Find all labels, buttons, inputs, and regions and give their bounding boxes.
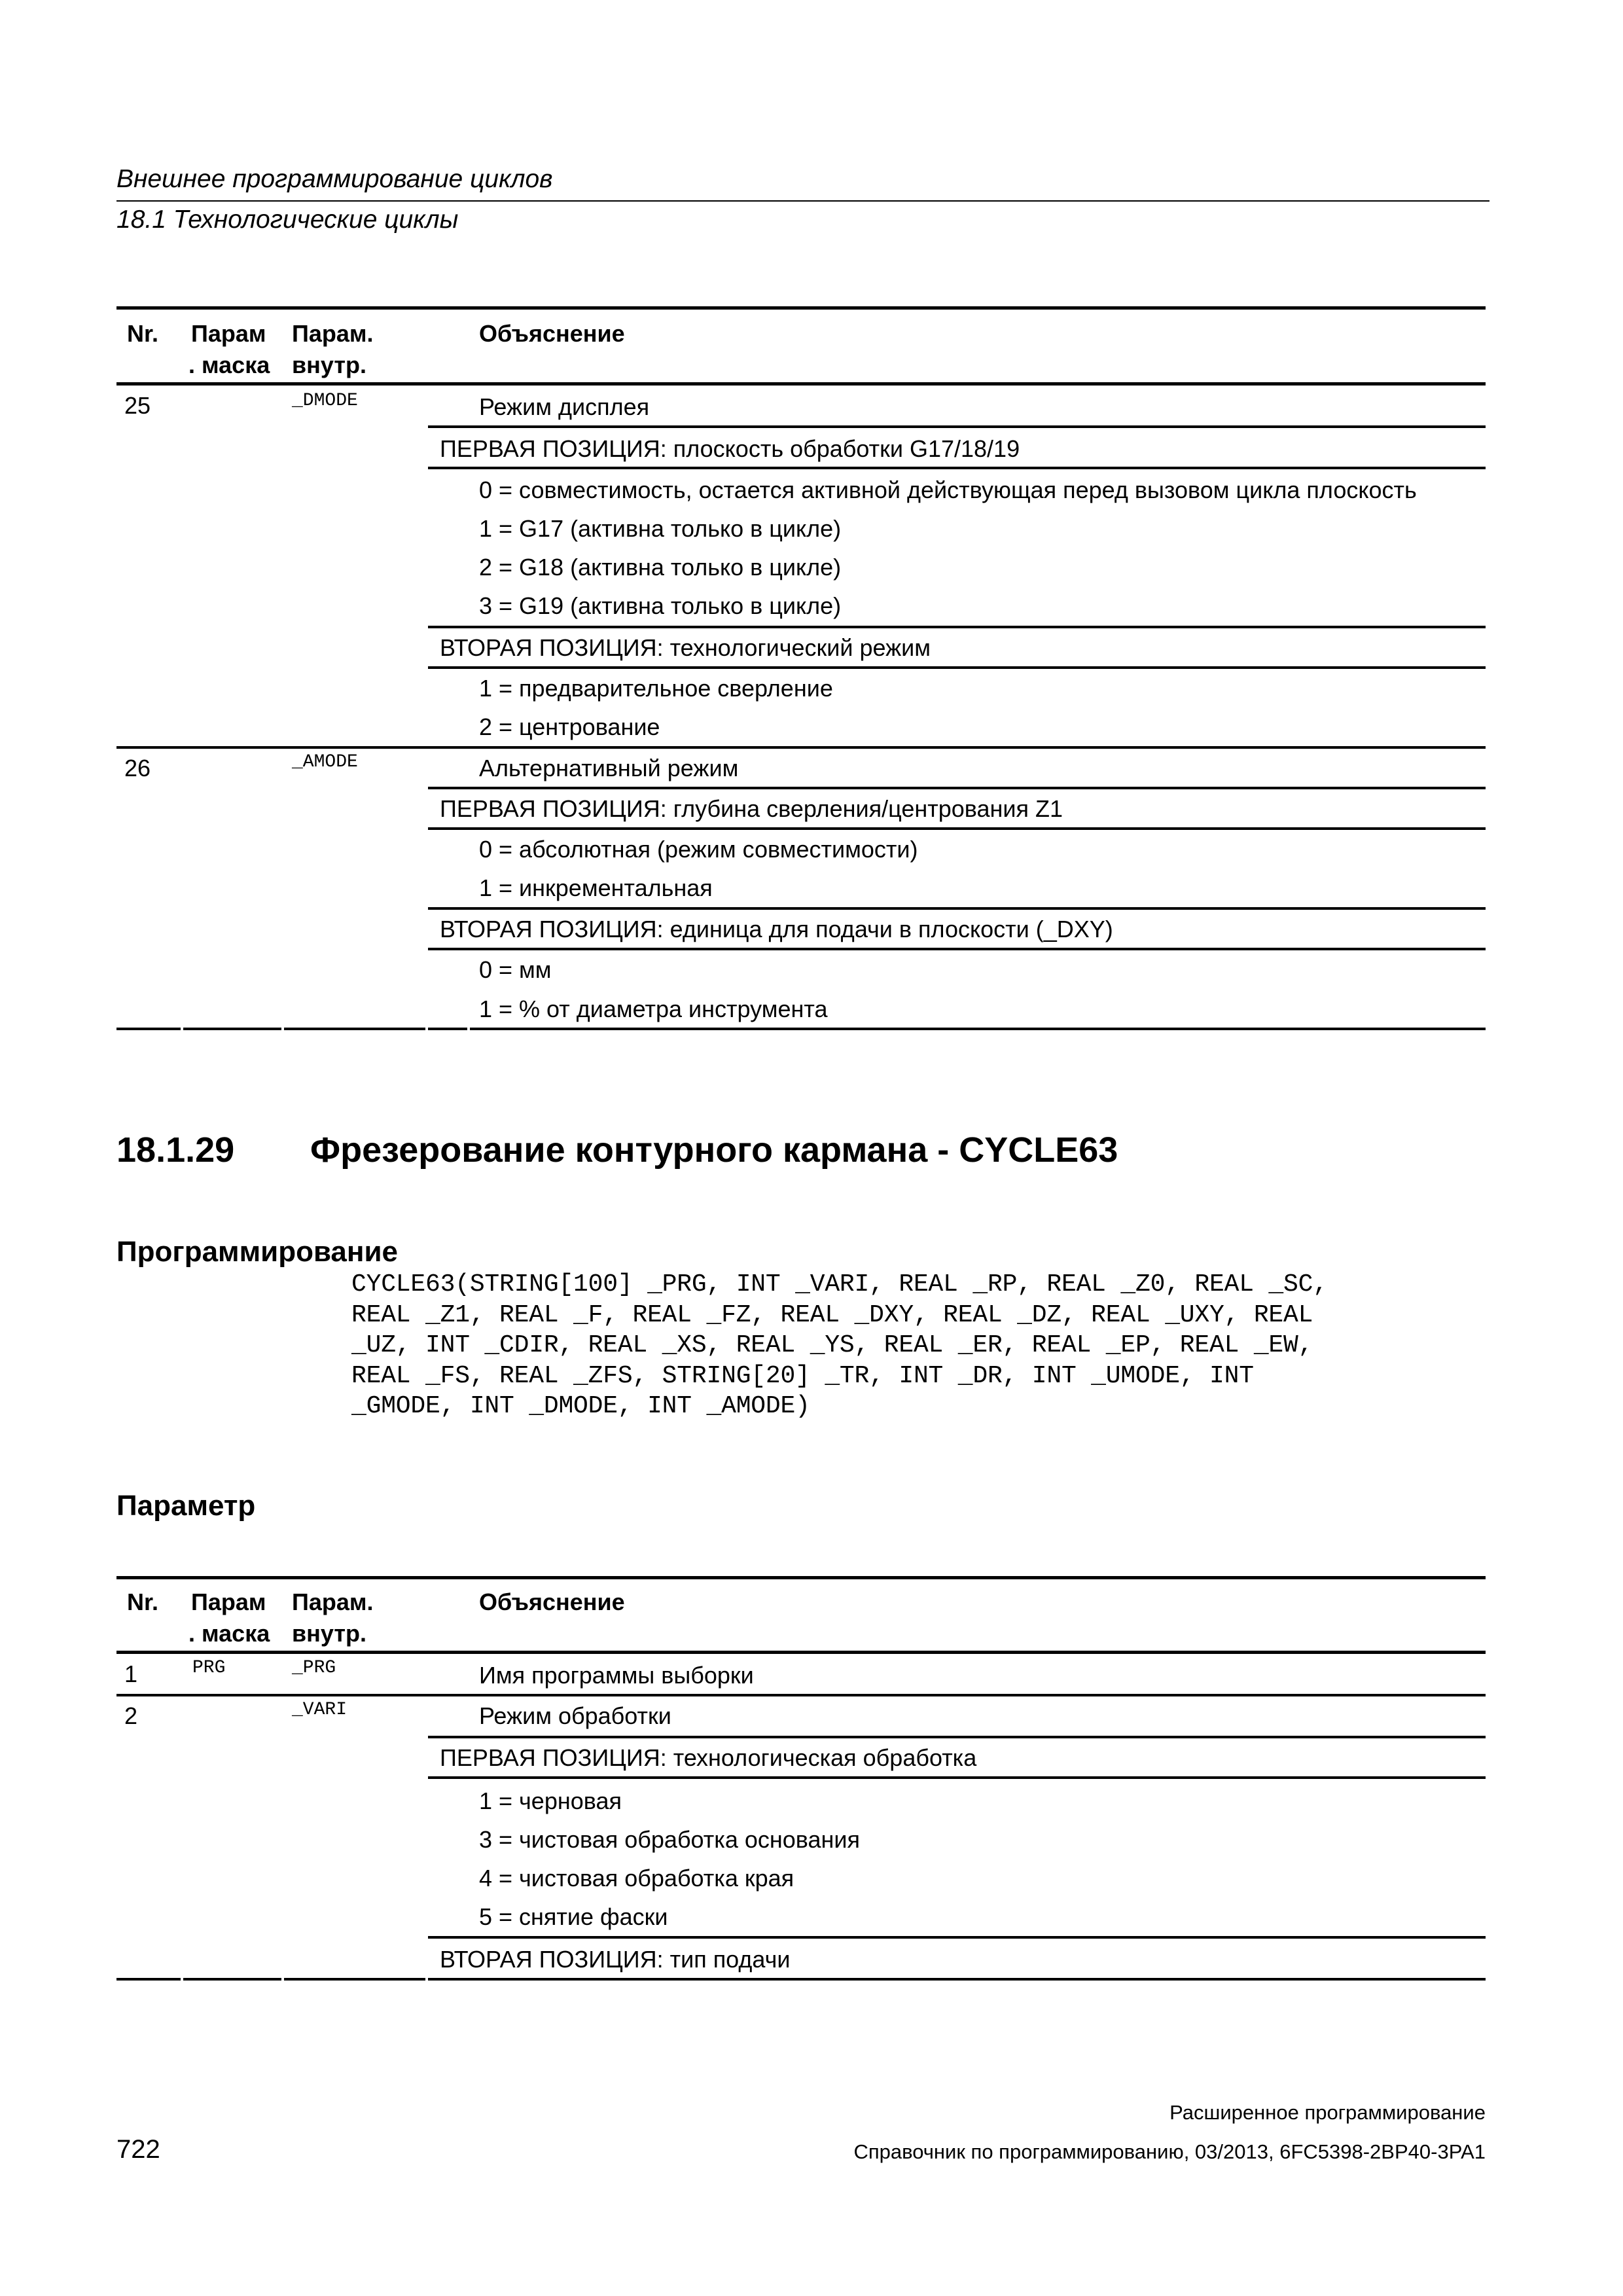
running-header-section: 18.1 Технологические циклы (116, 206, 459, 234)
row-param-internal: _PRG (292, 1658, 336, 1678)
option-item: 1 = черновая (479, 1787, 622, 1814)
table-bottom-rule (284, 1028, 425, 1030)
option-item: 0 = абсолютная (режим совместимости) (479, 836, 918, 863)
row-title: Имя программы выборки (479, 1662, 754, 1689)
parameter-heading: Параметр (116, 1490, 256, 1522)
row-title: Режим обработки (479, 1702, 671, 1729)
row-separator (116, 746, 1486, 749)
option-item: 0 = мм (479, 956, 552, 983)
row-rule (428, 1936, 1486, 1939)
col-header-mask-1: Парам (191, 320, 266, 347)
col-header-int-2: внутр. (292, 351, 366, 378)
first-position-label: ПЕРВАЯ ПОЗИЦИЯ: технологическая обработка (440, 1744, 977, 1771)
code-line: _GMODE, INT _DMODE, INT _AMODE) (351, 1392, 810, 1420)
option-item: 3 = G19 (активна только в цикле) (479, 592, 842, 619)
table-bottom-rule (183, 1978, 281, 1981)
row-rule (428, 787, 1486, 789)
code-line: CYCLE63(STRING[100] _PRG, INT _VARI, REAL _RP, REAL _Z0, REAL _SC, (351, 1270, 1328, 1299)
table-top-rule (116, 1576, 1486, 1579)
table-bottom-rule (116, 1028, 181, 1030)
footer-book-title: Расширенное программирование (1169, 2101, 1486, 2124)
row-param-mask: PRG (192, 1658, 226, 1678)
table-bottom-rule (116, 1978, 181, 1981)
table-bottom-rule (428, 1978, 1486, 1981)
col-header-mask-2: . маска (188, 1620, 270, 1647)
col-header-nr: Nr. (127, 320, 159, 347)
section-number: 18.1.29 (116, 1130, 235, 1170)
col-header-int-1: Парам. (292, 320, 374, 347)
header-bottom-rule (116, 1651, 1486, 1654)
row-rule (428, 1776, 1486, 1779)
first-position-label: ПЕРВАЯ ПОЗИЦИЯ: глубина сверления/центрования Z1 (440, 795, 1063, 822)
table-bottom-rule (428, 1028, 467, 1030)
footer-book-info: Справочник по программированию, 03/2013, 6FC5398-2BP40-3PA1 (853, 2140, 1486, 2163)
option-item: 1 = инкрементальная (479, 874, 713, 901)
option-item: 0 = совместимость, остается активной действующая перед вызовом цикла плоскость (479, 476, 1417, 503)
row-rule (428, 827, 1486, 830)
row-nr: 26 (124, 755, 151, 781)
code-line: REAL _FS, REAL _ZFS, STRING[20] _TR, INT _DR, INT _UMODE, INT (351, 1362, 1254, 1390)
row-rule (428, 666, 1486, 669)
row-nr: 25 (124, 392, 151, 419)
option-item: 2 = G18 (активна только в цикле) (479, 554, 842, 581)
table-bottom-rule (470, 1028, 1486, 1030)
option-item: 3 = чистовая обработка основания (479, 1826, 860, 1853)
table-bottom-rule (284, 1978, 425, 1981)
table-top-rule (116, 306, 1486, 310)
header-rule (116, 200, 1489, 202)
option-item: 1 = % от диаметра инструмента (479, 996, 828, 1022)
running-header-chapter: Внешнее программирование циклов (116, 165, 553, 193)
col-header-explanation: Объяснение (479, 320, 625, 347)
row-rule (428, 948, 1486, 950)
row-nr: 1 (124, 1660, 138, 1687)
second-position-label: ВТОРАЯ ПОЗИЦИЯ: тип подачи (440, 1946, 791, 1973)
row-rule (428, 626, 1486, 628)
first-position-label: ПЕРВАЯ ПОЗИЦИЯ: плоскость обработки G17/18/19 (440, 435, 1020, 462)
second-position-label: ВТОРАЯ ПОЗИЦИЯ: единица для подачи в плоскости (_DXY) (440, 916, 1113, 942)
row-rule (428, 425, 1486, 428)
programming-heading: Программирование (116, 1236, 398, 1268)
row-param-internal: _DMODE (292, 391, 358, 411)
option-item: 4 = чистовая обработка края (479, 1865, 794, 1892)
row-title: Альтернативный режим (479, 755, 739, 781)
row-rule (428, 467, 1486, 469)
row-param-internal: _VARI (292, 1700, 348, 1720)
col-header-nr: Nr. (127, 1588, 159, 1615)
section-title: Фрезерование контурного кармана - CYCLE63 (310, 1130, 1118, 1170)
code-line: _UZ, INT _CDIR, REAL _XS, REAL _YS, REAL _ER, REAL _EP, REAL _EW, (351, 1331, 1313, 1359)
option-item: 2 = центрование (479, 713, 660, 740)
row-nr: 2 (124, 1702, 138, 1729)
second-position-label: ВТОРАЯ ПОЗИЦИЯ: технологический режим (440, 634, 931, 661)
col-header-mask-2: . маска (188, 351, 270, 378)
option-item: 5 = снятие фаски (479, 1903, 668, 1930)
row-rule (428, 1736, 1486, 1738)
page-number: 722 (116, 2135, 160, 2164)
col-header-int-1: Парам. (292, 1588, 374, 1615)
col-header-mask-1: Парам (191, 1588, 266, 1615)
row-rule (428, 907, 1486, 910)
option-item: 1 = G17 (активна только в цикле) (479, 515, 842, 542)
row-separator (116, 1694, 1486, 1696)
option-item: 1 = предварительное сверление (479, 675, 833, 702)
code-line: REAL _Z1, REAL _F, REAL _FZ, REAL _DXY, REAL _DZ, REAL _UXY, REAL (351, 1301, 1313, 1329)
header-bottom-rule (116, 382, 1486, 386)
col-header-int-2: внутр. (292, 1620, 366, 1647)
row-title: Режим дисплея (479, 393, 650, 420)
col-header-explanation: Объяснение (479, 1588, 625, 1615)
row-param-internal: _AMODE (292, 752, 358, 772)
table-bottom-rule (183, 1028, 281, 1030)
